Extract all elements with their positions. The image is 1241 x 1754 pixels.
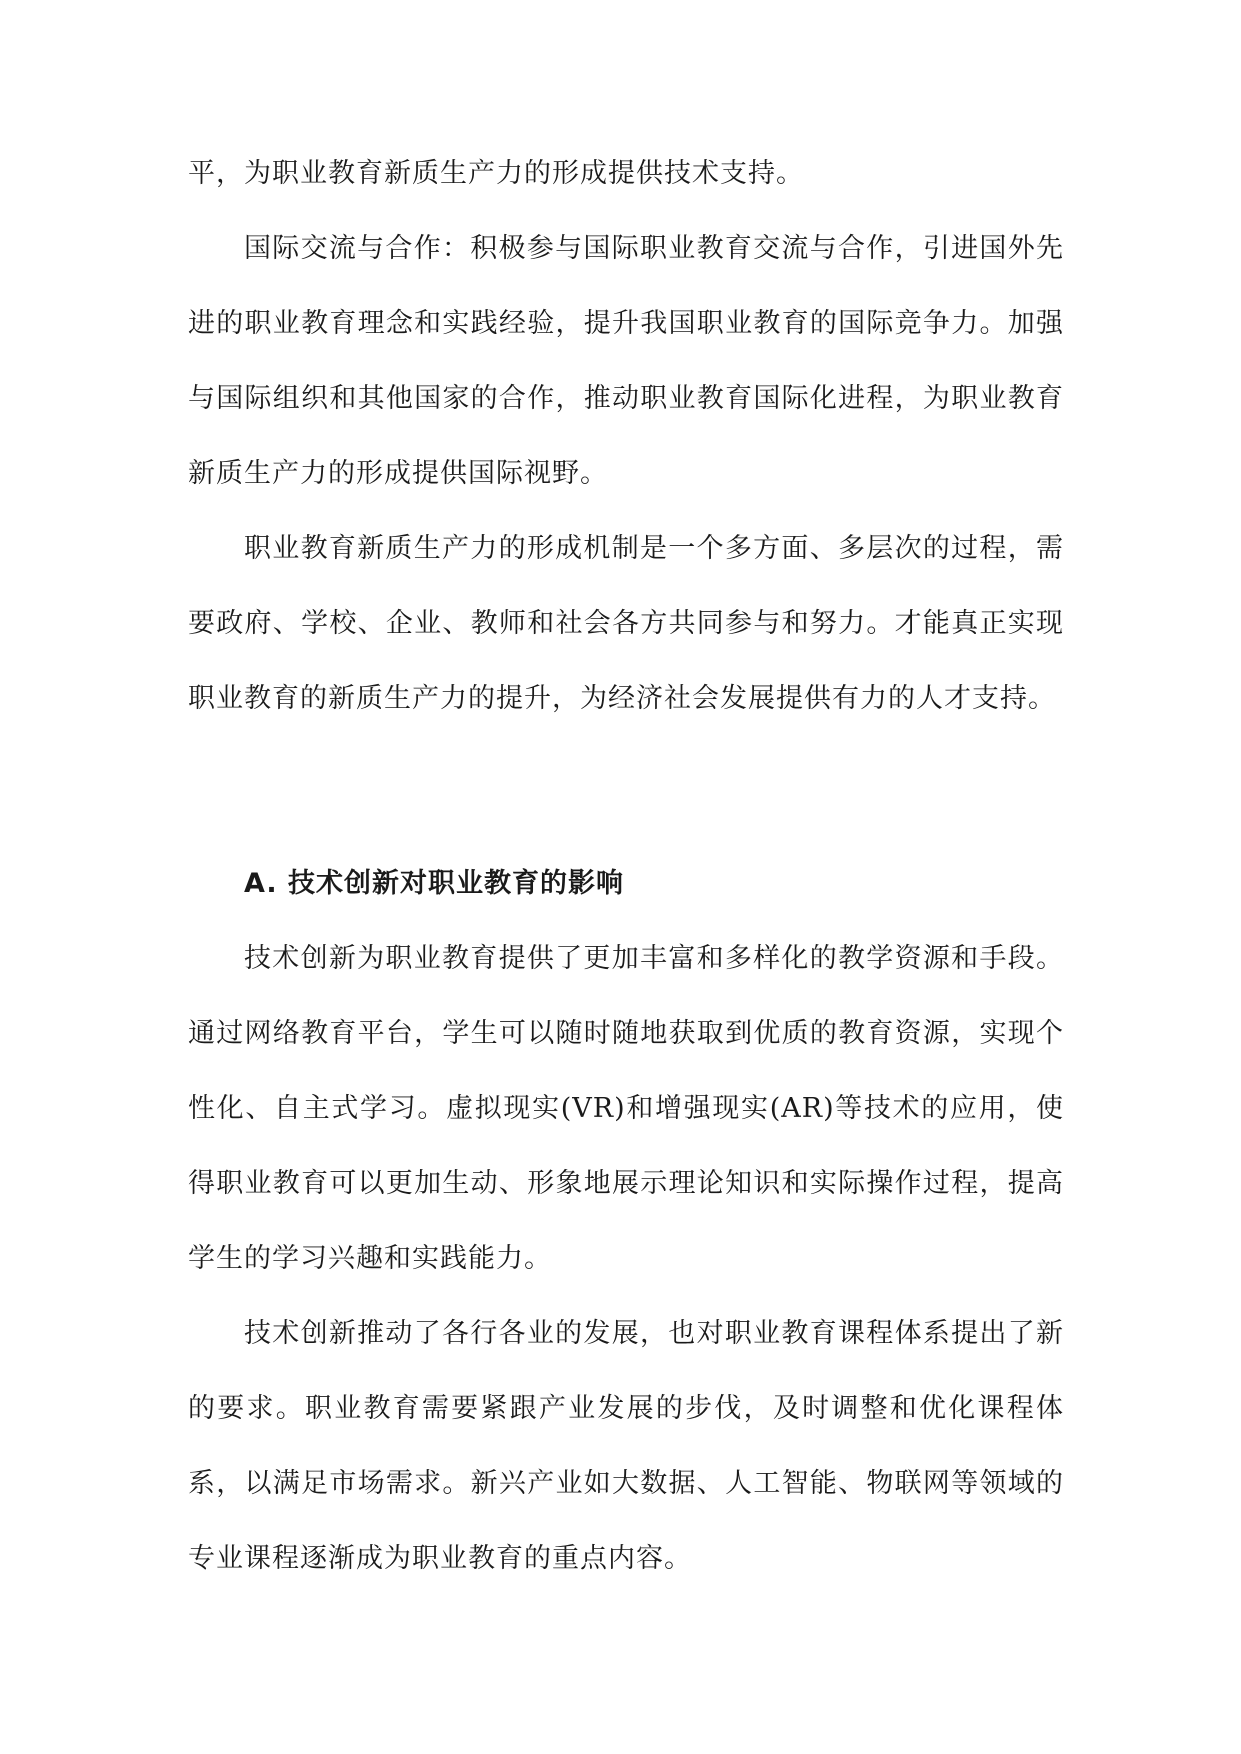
paragraph-international-cooperation: 国际交流与合作：积极参与国际职业教育交流与合作，引进国外先进的职业教育理念和实践经验，提升我国职业教育的国际竞争力。加强与国际组织和其他国家的合作，推动职业教育国际化进程，为职业教育新质生产力的形成提供国际视野。 [188,233,1064,489]
section-heading: A. 技术创新对职业教育的影响 [244,868,625,899]
paragraph-teaching-resources: 技术创新为职业教育提供了更加丰富和多样化的教学资源和手段。通过网络教育平台，学生可以随时随地获取到优质的教育资源，实现个性化、自主式学习。虚拟现实(VR)和增强现实(AR)等技术的应用，使得职业教育可以更加生动、形象地展示理论知识和实际操作过程，提高学生的学习兴趣和实践能力。 [188,943,1064,1274]
paragraph-continuation: 平，为职业教育新质生产力的形成提供技术支持。 [188,158,804,189]
paragraph-formation-mechanism: 职业教育新质生产力的形成机制是一个多方面、多层次的过程，需要政府、学校、企业、教师和社会各方共同参与和努力。才能真正实现职业教育的新质生产力的提升，为经济社会发展提供有力的人才支持。 [188,533,1064,714]
paragraph-curriculum-system: 技术创新推动了各行各业的发展，也对职业教育课程体系提出了新的要求。职业教育需要紧跟产业发展的步伐，及时调整和优化课程体系，以满足市场需求。新兴产业如大数据、人工智能、物联网等领域的专业课程逐渐成为职业教育的重点内容。 [188,1318,1064,1574]
